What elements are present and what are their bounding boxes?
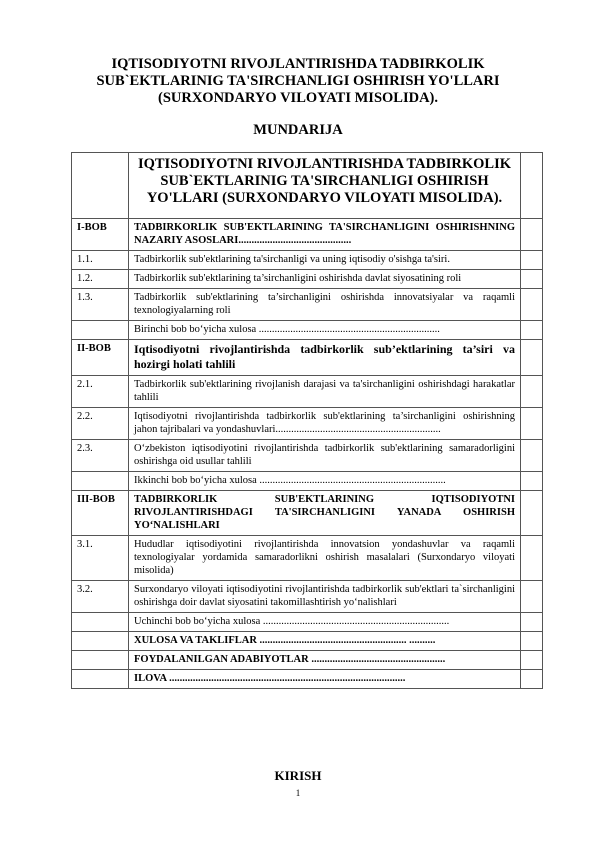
toc-row-text[interactable]: Iqtisodiyotni rivojlantirishda tadbirkorlik sub’ektlarining ta’siri va hozirgi holati tahlili [129,340,521,376]
toc-row-text[interactable]: Birinchi bob bo‘yicha xulosa ..................................................................... [129,321,521,340]
toc-page-cell [521,632,543,651]
toc-header-title [129,153,521,219]
toc-header-line: IQTISODIYOTNI RIVOJLANTIRISHDA TADBIRKOLIK [137,156,512,172]
toc-page-cell [521,536,543,581]
toc-row-text[interactable]: O‘zbekiston iqtisodiyotini rivojlantirishda tadbirkorlik sub'ektlarining samaradorligini oshirishga oid usullar tahlili [129,440,521,472]
toc-row-number: 2.3. [72,440,129,472]
toc-row-number [72,472,129,491]
toc-row-text[interactable]: Tadbirkorlik sub'ektlarining ta'sirchanligi va uning iqtisodiy o'sishga ta'siri. [129,251,521,270]
toc-header-line: YO'LLARI (SURXONDARYO VILOYATI MISOLIDA). [146,190,503,206]
toc-row [72,289,543,321]
toc-row [72,632,543,651]
toc-page-cell [521,153,543,219]
toc-row-number: III-BOB [72,491,129,536]
toc-row-number [72,321,129,340]
toc-row-number [72,670,129,689]
toc-page-cell [521,340,543,376]
page-number: 1 [295,788,301,798]
toc-header-row [72,153,543,219]
toc-row-number: 2.1. [72,376,129,408]
toc-row-text[interactable]: Tadbirkorlik sub'ektlarining ta’sirchanligini oshirishda innovatsiyalar va raqamli texnologiyalarning roli [129,289,521,321]
contents-heading: MUNDARIJA [253,122,343,138]
toc-row [72,321,543,340]
toc-row [72,408,543,440]
toc-page-cell [521,651,543,670]
section-heading-kirish: KIRISH [274,768,322,783]
toc-row-text[interactable]: FOYDALANILGAN ADABIYOTLAR ................................................... [129,651,521,670]
toc-row-text[interactable]: Iqtisodiyotni rivojlantirishda tadbirkorlik sub'ektlarining ta’sirchanligini oshirishning jahon tajribalari va yondashuvlari............................................................... [129,408,521,440]
toc-page-cell [521,472,543,491]
toc-page-cell [521,289,543,321]
toc-row [72,340,543,376]
title-line: SUB`EKTLARINIG TA'SIRCHANLIGI OSHIRISH YO'LLARI [96,73,500,89]
toc-page-cell [521,491,543,536]
toc-row-text[interactable]: Tadbirkorlik sub'ektlarining rivojlanish darajasi va ta'sirchanligini oshirishdagi harakatlar tahlili [129,376,521,408]
toc-row [72,581,543,613]
toc-row [72,251,543,270]
toc-row-number: 3.1. [72,536,129,581]
toc-row-number: 1.2. [72,270,129,289]
toc-row-number: 1.1. [72,251,129,270]
toc-row [72,270,543,289]
toc-row-text[interactable]: Tadbirkorlik sub'ektlarining ta’sirchanligini oshirishda davlat siyosatining roli [129,270,521,289]
table-of-contents [71,152,543,689]
toc-page-cell [521,376,543,408]
toc-row-number: 2.2. [72,408,129,440]
toc-row-text[interactable]: TADBIRKORLIK SUB'EKTLARINING TA'SIRCHANLIGINI OSHIRISHNING NAZARIY ASOSLARI........................................... [129,219,521,251]
toc-row-number: I-BOB [72,219,129,251]
toc-page-cell [521,219,543,251]
toc-row [72,376,543,408]
toc-row-text[interactable]: XULOSA VA TAKLIFLAR ........................................................ .......... [129,632,521,651]
toc-page-cell [521,670,543,689]
toc-page-cell [521,321,543,340]
toc-row-text[interactable]: ILOVA .......................................................................................... [129,670,521,689]
toc-row-number: II-BOB [72,340,129,376]
toc-row-number [72,651,129,670]
toc-page-cell [521,581,543,613]
toc-page-cell [521,440,543,472]
toc-row-number [72,613,129,632]
toc-row-text[interactable]: Ikkinchi bob bo‘yicha xulosa ....................................................................... [129,472,521,491]
toc-row [72,670,543,689]
toc-row-text[interactable]: Surxondaryo viloyati iqtisodiyotini rivojlantirishda tadbirkorlik sub'ektlari ta`sirchanligini oshirishga doir davlat siyosatini takomillashtirish yo‘nalishlari [129,581,521,613]
toc-row [72,613,543,632]
toc-page-cell [521,408,543,440]
toc-row [72,491,543,536]
toc-page-cell [521,613,543,632]
toc-row [72,536,543,581]
toc-row [72,219,543,251]
toc-row-text[interactable]: TADBIRKORLIK SUB'EKTLARINING IQTISODIYOTNI RIVOJLANTIRISHDAGI TA'SIRCHANLIGINI YANADA OSHIRISH YO‘NALISHLARI [129,491,521,536]
toc-header-line: SUB`EKTLARINIG TA'SIRCHANLIGI OSHIRISH [160,173,489,189]
toc-row [72,651,543,670]
toc-row-number [72,632,129,651]
toc-row [72,440,543,472]
toc-page-cell [521,270,543,289]
toc-row-text[interactable]: Hududlar iqtisodiyotini rivojlantirishda innovatsion yondashuvlar va raqamli texnologiyalar yordamida samaradorlikni oshirish masalalari (Surxondaryo viloyati misolida) [129,536,521,581]
toc-row-number: 1.3. [72,289,129,321]
toc-row-number: 3.2. [72,581,129,613]
title-line: (SURXONDARYO VILOYATI MISOLIDA). [158,90,438,106]
toc-row [72,472,543,491]
title-line: IQTISODIYOTNI RIVOJLANTIRISHDA TADBIRKOLIK [111,56,485,72]
toc-page-cell [521,251,543,270]
toc-cell-empty [72,153,129,219]
document-title [0,56,596,107]
toc-row-text[interactable]: Uchinchi bob bo‘yicha xulosa ....................................................................... [129,613,521,632]
